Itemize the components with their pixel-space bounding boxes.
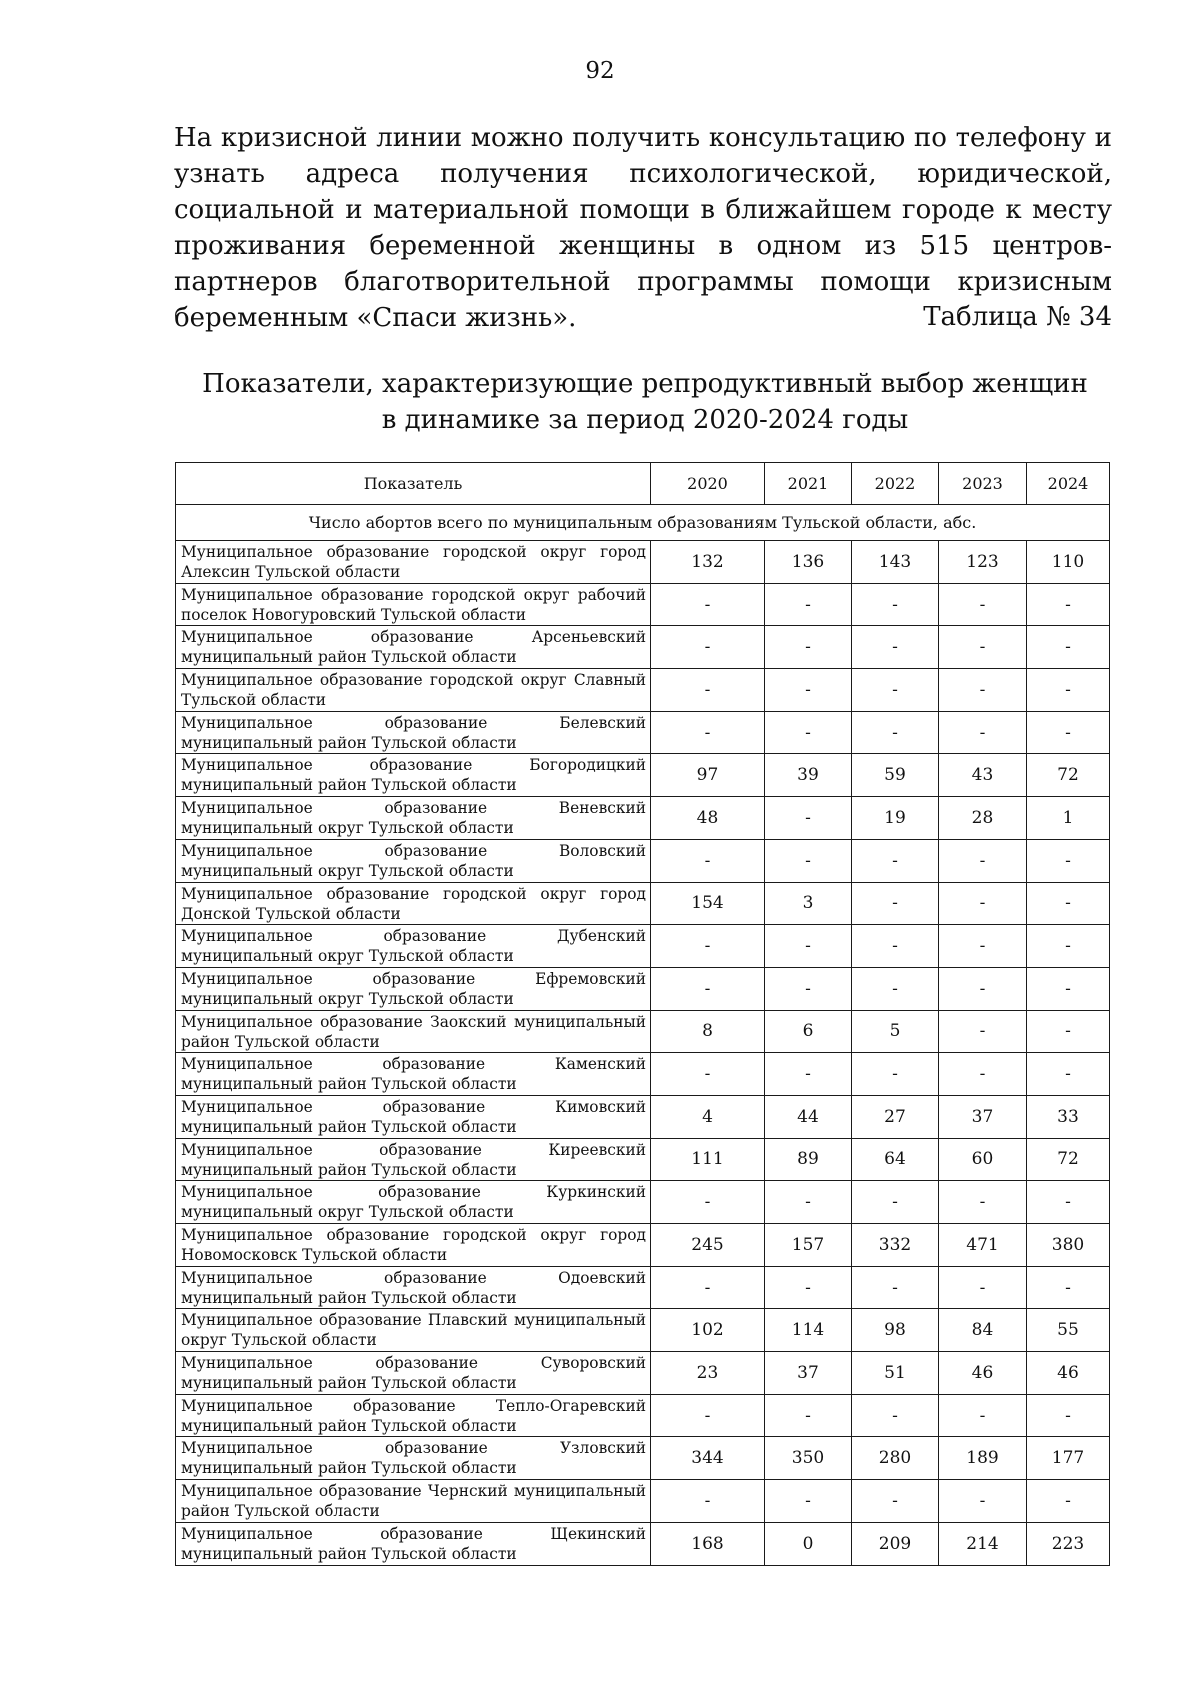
value-cell-2020: 48 [651, 797, 765, 840]
municipality-name: Муниципальное образование Щекинский муниципальный район Тульской области [176, 1522, 651, 1565]
value-cell-2021: - [765, 1394, 852, 1437]
value-cell-2022: - [852, 1480, 939, 1523]
table-row [176, 797, 1110, 840]
value-cell-2022: - [852, 711, 939, 754]
table-row [176, 711, 1110, 754]
value-cell-2023: - [939, 882, 1027, 925]
section-row [176, 505, 1110, 541]
value-cell-2021: 136 [765, 541, 852, 584]
value-cell-2020: 344 [651, 1437, 765, 1480]
value-cell-2022: 143 [852, 541, 939, 584]
table-row [176, 1095, 1110, 1138]
value-cell-2024: - [1027, 839, 1110, 882]
value-cell-2024: - [1027, 967, 1110, 1010]
value-cell-2022: - [852, 583, 939, 626]
value-cell-2021: - [765, 1480, 852, 1523]
value-cell-2020: - [651, 711, 765, 754]
value-cell-2021: - [765, 797, 852, 840]
value-cell-2023: - [939, 626, 1027, 669]
table-title [0, 366, 1200, 438]
value-cell-2020: - [651, 967, 765, 1010]
value-cell-2024: 72 [1027, 1138, 1110, 1181]
value-cell-2021: 39 [765, 754, 852, 797]
value-cell-2023: 37 [939, 1095, 1027, 1138]
value-cell-2023: - [939, 1181, 1027, 1224]
table-row [176, 925, 1110, 968]
municipality-name: Муниципальное образование Дубенский муниципальный округ Тульской области [176, 925, 651, 968]
value-cell-2022: 280 [852, 1437, 939, 1480]
table-row [176, 1480, 1110, 1523]
intro-paragraph: На кризисной линии можно получить консультацию по телефону и узнать адреса получения психологической, юридической, социальной и материальной помощи в ближайшем городе к месту проживания беременной женщины в одном из 515 центров-партнеров благотворительной программы помощи кризисным беременным «Спаси жизнь». [174, 123, 1112, 333]
value-cell-2021: 3 [765, 882, 852, 925]
header-2021: 2021 [765, 463, 852, 505]
value-cell-2023: 471 [939, 1224, 1027, 1267]
value-cell-2023: - [939, 925, 1027, 968]
value-cell-2022: 27 [852, 1095, 939, 1138]
value-cell-2024: - [1027, 1480, 1110, 1523]
value-cell-2021: 6 [765, 1010, 852, 1053]
value-cell-2021: - [765, 626, 852, 669]
value-cell-2023: 60 [939, 1138, 1027, 1181]
value-cell-2022: - [852, 669, 939, 712]
table-row [176, 1224, 1110, 1267]
municipality-name: Муниципальное образование городской округ город Алексин Тульской области [176, 541, 651, 584]
value-cell-2022: 332 [852, 1224, 939, 1267]
value-cell-2021: - [765, 583, 852, 626]
value-cell-2024: 380 [1027, 1224, 1110, 1267]
header-2024: 2024 [1027, 463, 1110, 505]
value-cell-2020: - [651, 839, 765, 882]
value-cell-2024: 223 [1027, 1522, 1110, 1565]
municipality-name: Муниципальное образование Арсеньевский муниципальный район Тульской области [176, 626, 651, 669]
value-cell-2022: - [852, 626, 939, 669]
value-cell-2023: 189 [939, 1437, 1027, 1480]
value-cell-2023: 214 [939, 1522, 1027, 1565]
value-cell-2020: - [651, 1266, 765, 1309]
value-cell-2024: - [1027, 1394, 1110, 1437]
value-cell-2021: 37 [765, 1352, 852, 1395]
value-cell-2023: 123 [939, 541, 1027, 584]
municipality-name: Муниципальное образование Богородицкий муниципальный район Тульской области [176, 754, 651, 797]
value-cell-2021: - [765, 1181, 852, 1224]
value-cell-2021: - [765, 669, 852, 712]
table-row [176, 754, 1110, 797]
value-cell-2020: - [651, 1053, 765, 1096]
municipality-name: Муниципальное образование Узловский муниципальный район Тульской области [176, 1437, 651, 1480]
value-cell-2024: 72 [1027, 754, 1110, 797]
municipality-name: Муниципальное образование городской округ рабочий поселок Новогуровский Тульской области [176, 583, 651, 626]
value-cell-2022: - [852, 1394, 939, 1437]
municipality-name: Муниципальное образование Киреевский муниципальный район Тульской области [176, 1138, 651, 1181]
value-cell-2022: 5 [852, 1010, 939, 1053]
abortions-table [175, 462, 1110, 1566]
value-cell-2021: - [765, 839, 852, 882]
municipality-name: Муниципальное образование Каменский муниципальный район Тульской области [176, 1053, 651, 1096]
value-cell-2021: 350 [765, 1437, 852, 1480]
table-row [176, 1010, 1110, 1053]
value-cell-2022: - [852, 1266, 939, 1309]
value-cell-2024: - [1027, 925, 1110, 968]
table-row [176, 839, 1110, 882]
value-cell-2024: 33 [1027, 1095, 1110, 1138]
value-cell-2020: - [651, 626, 765, 669]
table-row [176, 882, 1110, 925]
value-cell-2021: - [765, 711, 852, 754]
value-cell-2022: 59 [852, 754, 939, 797]
table-row [176, 669, 1110, 712]
value-cell-2024: - [1027, 626, 1110, 669]
value-cell-2024: 1 [1027, 797, 1110, 840]
value-cell-2020: 102 [651, 1309, 765, 1352]
municipality-name: Муниципальное образование Заокский муниципальный район Тульской области [176, 1010, 651, 1053]
table-row [176, 626, 1110, 669]
header-2023: 2023 [939, 463, 1027, 505]
municipality-name: Муниципальное образование Ефремовский муниципальный округ Тульской области [176, 967, 651, 1010]
value-cell-2020: 132 [651, 541, 765, 584]
value-cell-2020: - [651, 583, 765, 626]
municipality-name: Муниципальное образование Плавский муниципальный округ Тульской области [176, 1309, 651, 1352]
value-cell-2023: - [939, 967, 1027, 1010]
value-cell-2021: - [765, 925, 852, 968]
table-row [176, 1053, 1110, 1096]
table-label: Таблица № 34 [923, 302, 1112, 332]
value-cell-2020: 154 [651, 882, 765, 925]
value-cell-2020: - [651, 669, 765, 712]
value-cell-2022: 98 [852, 1309, 939, 1352]
value-cell-2020: 245 [651, 1224, 765, 1267]
value-cell-2024: - [1027, 1010, 1110, 1053]
value-cell-2024: 110 [1027, 541, 1110, 584]
value-cell-2020: 97 [651, 754, 765, 797]
municipality-name: Муниципальное образование Воловский муниципальный округ Тульской области [176, 839, 651, 882]
value-cell-2021: 0 [765, 1522, 852, 1565]
municipality-name: Муниципальное образование Суворовский муниципальный район Тульской области [176, 1352, 651, 1395]
header-2022: 2022 [852, 463, 939, 505]
value-cell-2023: 43 [939, 754, 1027, 797]
value-cell-2020: 4 [651, 1095, 765, 1138]
value-cell-2020: 8 [651, 1010, 765, 1053]
municipality-name: Муниципальное образование Веневский муниципальный округ Тульской области [176, 797, 651, 840]
value-cell-2024: 55 [1027, 1309, 1110, 1352]
value-cell-2024: 46 [1027, 1352, 1110, 1395]
value-cell-2021: - [765, 1053, 852, 1096]
table-row [176, 1522, 1110, 1565]
municipality-name: Муниципальное образование городской округ город Донской Тульской области [176, 882, 651, 925]
value-cell-2020: - [651, 1181, 765, 1224]
value-cell-2022: - [852, 882, 939, 925]
table-row [176, 1352, 1110, 1395]
table-row [176, 967, 1110, 1010]
municipality-name: Муниципальное образование Одоевский муниципальный район Тульской области [176, 1266, 651, 1309]
table-row [176, 1309, 1110, 1352]
value-cell-2022: 19 [852, 797, 939, 840]
value-cell-2020: 168 [651, 1522, 765, 1565]
value-cell-2021: - [765, 1266, 852, 1309]
value-cell-2022: - [852, 967, 939, 1010]
value-cell-2023: - [939, 1394, 1027, 1437]
municipality-name: Муниципальное образование городской округ Славный Тульской области [176, 669, 651, 712]
table-title-line1: Показатели, характеризующие репродуктивный выбор женщин [202, 369, 1088, 399]
table-row [176, 541, 1110, 584]
value-cell-2023: - [939, 669, 1027, 712]
value-cell-2022: - [852, 925, 939, 968]
value-cell-2020: - [651, 925, 765, 968]
value-cell-2023: - [939, 1010, 1027, 1053]
value-cell-2023: 84 [939, 1309, 1027, 1352]
value-cell-2020: - [651, 1480, 765, 1523]
value-cell-2022: - [852, 839, 939, 882]
municipality-name: Муниципальное образование Кимовский муниципальный район Тульской области [176, 1095, 651, 1138]
table-title-line2: в динамике за период 2020-2024 годы [381, 405, 909, 435]
section-title: Число абортов всего по муниципальным образованиям Тульской области, абс. [176, 505, 1110, 541]
table-row [176, 1266, 1110, 1309]
value-cell-2024: - [1027, 1053, 1110, 1096]
table-row [176, 1437, 1110, 1480]
value-cell-2023: 46 [939, 1352, 1027, 1395]
table-row [176, 1181, 1110, 1224]
header-indicator: Показатель [176, 463, 651, 505]
value-cell-2024: - [1027, 1181, 1110, 1224]
value-cell-2021: 157 [765, 1224, 852, 1267]
value-cell-2023: - [939, 583, 1027, 626]
municipality-name: Муниципальное образование Белевский муниципальный район Тульской области [176, 711, 651, 754]
value-cell-2020: - [651, 1394, 765, 1437]
value-cell-2024: - [1027, 583, 1110, 626]
table-row [176, 1394, 1110, 1437]
municipality-name: Муниципальное образование Куркинский муниципальный округ Тульской области [176, 1181, 651, 1224]
value-cell-2024: - [1027, 1266, 1110, 1309]
table-header-row [176, 463, 1110, 505]
value-cell-2023: - [939, 1266, 1027, 1309]
value-cell-2021: 89 [765, 1138, 852, 1181]
table-row [176, 1138, 1110, 1181]
value-cell-2024: 177 [1027, 1437, 1110, 1480]
municipality-name: Муниципальное образование Чернский муниципальный район Тульской области [176, 1480, 651, 1523]
value-cell-2022: 209 [852, 1522, 939, 1565]
value-cell-2024: - [1027, 711, 1110, 754]
value-cell-2020: 111 [651, 1138, 765, 1181]
value-cell-2021: - [765, 967, 852, 1010]
value-cell-2024: - [1027, 669, 1110, 712]
value-cell-2022: 64 [852, 1138, 939, 1181]
value-cell-2023: - [939, 839, 1027, 882]
value-cell-2022: 51 [852, 1352, 939, 1395]
value-cell-2021: 44 [765, 1095, 852, 1138]
value-cell-2023: - [939, 711, 1027, 754]
value-cell-2020: 23 [651, 1352, 765, 1395]
value-cell-2024: - [1027, 882, 1110, 925]
value-cell-2023: 28 [939, 797, 1027, 840]
value-cell-2023: - [939, 1480, 1027, 1523]
value-cell-2021: 114 [765, 1309, 852, 1352]
table-row [176, 583, 1110, 626]
value-cell-2023: - [939, 1053, 1027, 1096]
value-cell-2022: - [852, 1181, 939, 1224]
municipality-name: Муниципальное образование городской округ город Новомосковск Тульской области [176, 1224, 651, 1267]
header-2020: 2020 [651, 463, 765, 505]
value-cell-2022: - [852, 1053, 939, 1096]
municipality-name: Муниципальное образование Тепло-Огаревский муниципальный район Тульской области [176, 1394, 651, 1437]
page-number: 92 [585, 58, 615, 84]
